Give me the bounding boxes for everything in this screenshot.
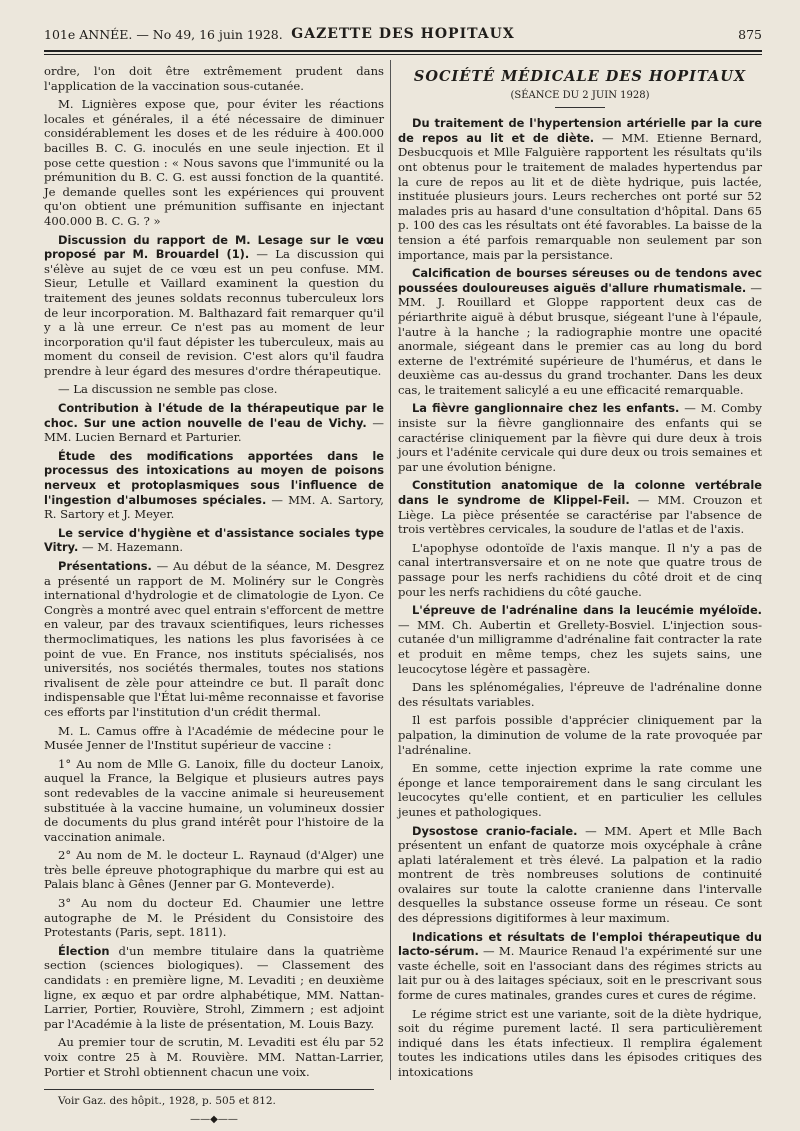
article-body: — MM. A. Sartory, R. Sartory et J. Meyer. [44,492,384,522]
article-body: — MM. J. Rouillard et Gloppe rapportent deux cas de périarthrite aiguë à début brusque, siégeant l'une à l'épaule, l'autre à la hanche ; la radiographie montre une opacité anormale, siégeant dans le premier cas au long du bord externe de l'extrémité supérieure de l'humérus, et dans le deuxième cas au-dessus du grand trochanter. Dans les deux cas, le traitement salicylé a eu une efficacité remarquable. [398,280,762,397]
paragraph [398,603,762,676]
end-ornament: ——◆—— [190,1113,238,1125]
article-heading: L'épreuve de l'adrénaline dans la leucémie myéloïde. [412,603,762,618]
article-heading: Le service d'hygiène et d'assistance sociales type Vitry. [44,525,384,555]
article-heading: La fièvre ganglionnaire chez les enfants. [412,401,680,416]
issue-info: 101e ANNÉE. — No 49, 16 juin 1928. [44,27,283,42]
article-body: d'un membre titulaire dans la quatrième section (sciences biologiques). — Classement des candidats : en première ligne, M. Levaditi ; en deuxième ligne, ex æquo et par ordre alphabétique, MM. Nattan-Larrier, Portier, Rouvière, Strohl, Zimmern ; est adjoint par l'Académie à la liste de présentation, M. Louis Bazy. [44,943,384,1031]
page-number: 875 [738,27,762,42]
session-date: (SÉANCE DU 2 JUIN 1928) [510,89,650,101]
header-rule [44,50,762,52]
paragraph [398,266,762,397]
paragraph [398,478,762,536]
article-heading: Présentations. [58,559,152,573]
article-body: — MM. Etienne Bernard, Desbucquois et Mlle Falguière rapportent les résultats qu'ils ont obtenus pour le traitement de malades hypertendus par la cure de repos au lit et de diète hydrique, puis lactée, instituée plusieurs jours. Leurs recherches ont porté sur 52 malades pris au hasard d'une consultation d'hôpital. Dans 65 p. 100 des cas les résultats ont été favorables. La baisse de la tension a été parfois remarquable non seulement par son importance, mais par la persistance. [398,130,762,262]
page-header [44,20,762,46]
article-heading: Calcification de bourses séreuses ou de tendons avec poussées douloureuses aiguës d'allure rhumatismale. [398,266,762,295]
paragraph: Dans les splénomégalies, l'épreuve de l'adrénaline donne des résultats variables. [398,680,762,709]
paragraph: Au premier tour de scrutin, M. Levaditi est élu par 52 voix contre 25 à M. Rouvière. MM. Nattan-Larrier, Portier et Strohl obtiennent chacun une voix. [44,1035,384,1079]
paragraph: ordre, l'on doit être extrêmement prudent dans l'application de la vaccination sous-cutanée. [44,64,384,93]
article-heading: Discussion du rapport de M. Lesage sur le vœu proposé par M. Brouardel (1). [44,232,384,262]
paragraph: Il est parfois possible d'apprécier cliniquement par la palpation, la diminution de volume de la rate provoquée par l'adrénaline. [398,713,762,757]
paragraph [44,449,384,522]
paragraph: M. Lignières expose que, pour éviter les réactions locales et générales, il a été nécessaire de diminuer considérablement les doses et de les réduire à 400.000 bacilles B. C. G. inoculés en une seule injection. Et il pose cette question : « Nous savons que l'immunité ou la prémunition du B. C. G. est aussi fonction de la quantité. Je demande quelles sont les expériences qui prouvent qu'on obtient une prémunition suffisante en injectant 400.000 B. C. G. ? » [44,97,384,228]
paragraph: 2° Au nom de M. le docteur L. Raynaud (d'Alger) une très belle épreuve photographique du marbre qui est au Palais blanc à Gênes (Jenner par G. Monteverde). [44,848,384,892]
article-body: — M. Maurice Renaud l'a expérimenté sur une vaste échelle, soit en l'associant dans des régimes stricts au lait pur ou à des laitages spéciaux, soit en le prescrivant sous forme de cures matinales, grandes cures et cures de régime. [398,944,762,1003]
section-rule [555,107,605,108]
paragraph [398,930,762,1003]
paragraph [398,401,762,474]
article-heading: Étude des modifications apportées dans le processus des intoxications au moyen de poisons nerveux et protoplasmiques sous l'influence de l'ingestion d'albumoses spéciales. [44,448,384,507]
article-body: — Au début de la séance, M. Desgrez a présenté un rapport de M. Molinéry sur le Congrès international d'hydrologie et de climatologie de Lyon. Ce Congrès a montré avec quel entrain s'efforcent de mettre en valeur, par des travaux scientifiques, leurs richesses thermoclimatiques, les nations les plus favorisées à ce point de vue. En France, nos instituts spécialisés, nos universités, nos sociétés thermales, toutes nos stations rivalisent de zèle pour atteindre ce but. Il paraît donc indispensable que l'État lui-même reconnaisse et favorise ces efforts par l'institution d'un crédit thermal. [44,559,384,719]
right-column [398,64,762,1084]
paragraph [44,401,384,445]
article-heading: Élection [58,943,110,958]
section-title: SOCIÉTÉ MÉDICALE DES HOPITAUX [413,68,747,85]
article-body: — MM. Ch. Aubertin et Grellety-Bosviel. L'injection sous-cutanée d'un milligramme d'adrénaline fait contracter la rate et produit en même temps, chez les sujets sains, une leucocytose légère et passagère. [398,617,762,676]
article-body: — MM. Apert et Mlle Bach présentent un enfant de quatorze mois oxycéphale à crâne aplati latéralement et très élevé. La palpation et la radio montrent de très nombreuses solutions de continuité ovalaires sur toute la calotte cranienne dans l'intervalle desquelles la substance osseuse forme un réseau. Ce sont des dépressions digitiformes à leur maximum. [398,823,762,926]
article-heading: Contribution à l'étude de la thérapeutique par le choc. Sur une action nouvelle de l'eau de Vichy. [44,401,384,430]
paragraph [44,944,384,1032]
article-heading: Indications et résultats de l'emploi thérapeutique du lacto-sérum. [398,929,762,959]
article-body: — M. Hazemann. [78,540,184,555]
paragraph [398,824,762,926]
paragraph: M. L. Camus offre à l'Académie de médecine pour le Musée Jenner de l'Institut supérieur de vaccine : [44,723,384,753]
header-rule-thin [44,54,762,55]
article-body: — MM. Lucien Bernard et Parturier. [44,415,384,445]
article-body: — M. Comby insiste sur la fièvre ganglionnaire des enfants qui se caractérise cliniquement par la fièvre qui dure deux à trois jours et l'adénite cervicale qui dure deux ou trois semaines et par une évolution bénigne. [398,401,762,474]
left-column [44,64,384,1131]
article-heading: Dysostose cranio-faciale. [412,823,578,838]
article-body: — La discussion qui s'élève au sujet de ce vœu est un peu confuse. MM. Sieur, Letulle et Vaillard examinent la question du traitement des jeunes soldats reconnus tuberculeux lors de leur incorporation. M. Balthazard fait remarquer qu'il y a là une erreur. Ce n'est pas au moment de leur incorporation qu'il faut dépister les tuberculeux, mais au moment du conseil de revision. C'est alors qu'il faudra prendre à leur égard des mesures d'ordre thérapeutique. [44,247,384,378]
paragraph [44,233,384,379]
paragraph: 1° Au nom de Mlle G. Lanoix, fille du docteur Lanoix, auquel la France, la Belgique et plusieurs autres pays sont redevables de la vaccine animale si heureusement substituée à la vaccine humaine, un volumineux dossier de documents du plus grand intérêt pour l'histoire de la vaccination animale. [44,756,384,844]
paragraph: L'apophyse odontoïde de l'axis manque. Il n'y a pas de canal intertransversaire et on ne note que quatre trous de passage pour les nerfs rachidiens du côté droit et de cinq pour les nerfs rachidiens du côté gauche. [398,540,762,599]
article-heading: Constitution anatomique de la colonne vertébrale dans le syndrome de Klippel-Feil. [398,478,762,508]
journal-title: GAZETTE DES HOPITAUX [291,26,515,42]
paragraph [398,116,762,262]
paragraph: Le régime strict est une variante, soit de la diète hydrique, soit du régime purement lacté. Il sera particulièrement indiqué dans les états infectieux. Il remplira également toutes les indications utiles dans les épisodes critiques des intoxications [398,1006,762,1079]
column-divider [390,60,391,1080]
paragraph [44,526,384,555]
paragraph: En somme, cette injection exprime la rate comme une éponge et lance temporairement dans le sang circulant les leucocytes qu'elle contient, et en particulier les cellules jeunes et pathologiques. [398,761,762,819]
footnote: Voir Gaz. des hôpit., 1928, p. 505 et 812. [58,1095,276,1108]
paragraph [44,559,384,720]
paragraph: — La discussion ne semble pas close. [58,382,278,397]
footnote-rule [44,1089,374,1090]
article-body: — MM. Crouzon et Liège. La pièce présentée se caractérise par l'absence de trois vertèbres cervicales, la soudure de l'atlas et de l'axis. [398,493,762,537]
article-heading: Du traitement de l'hypertension artérielle par la cure de repos au lit et de diète. [398,116,762,145]
paragraph: 3° Au nom du docteur Ed. Chaumier une lettre autographe de M. le Président du Consistoire des Protestants (Paris, sept. 1811). [44,896,384,940]
